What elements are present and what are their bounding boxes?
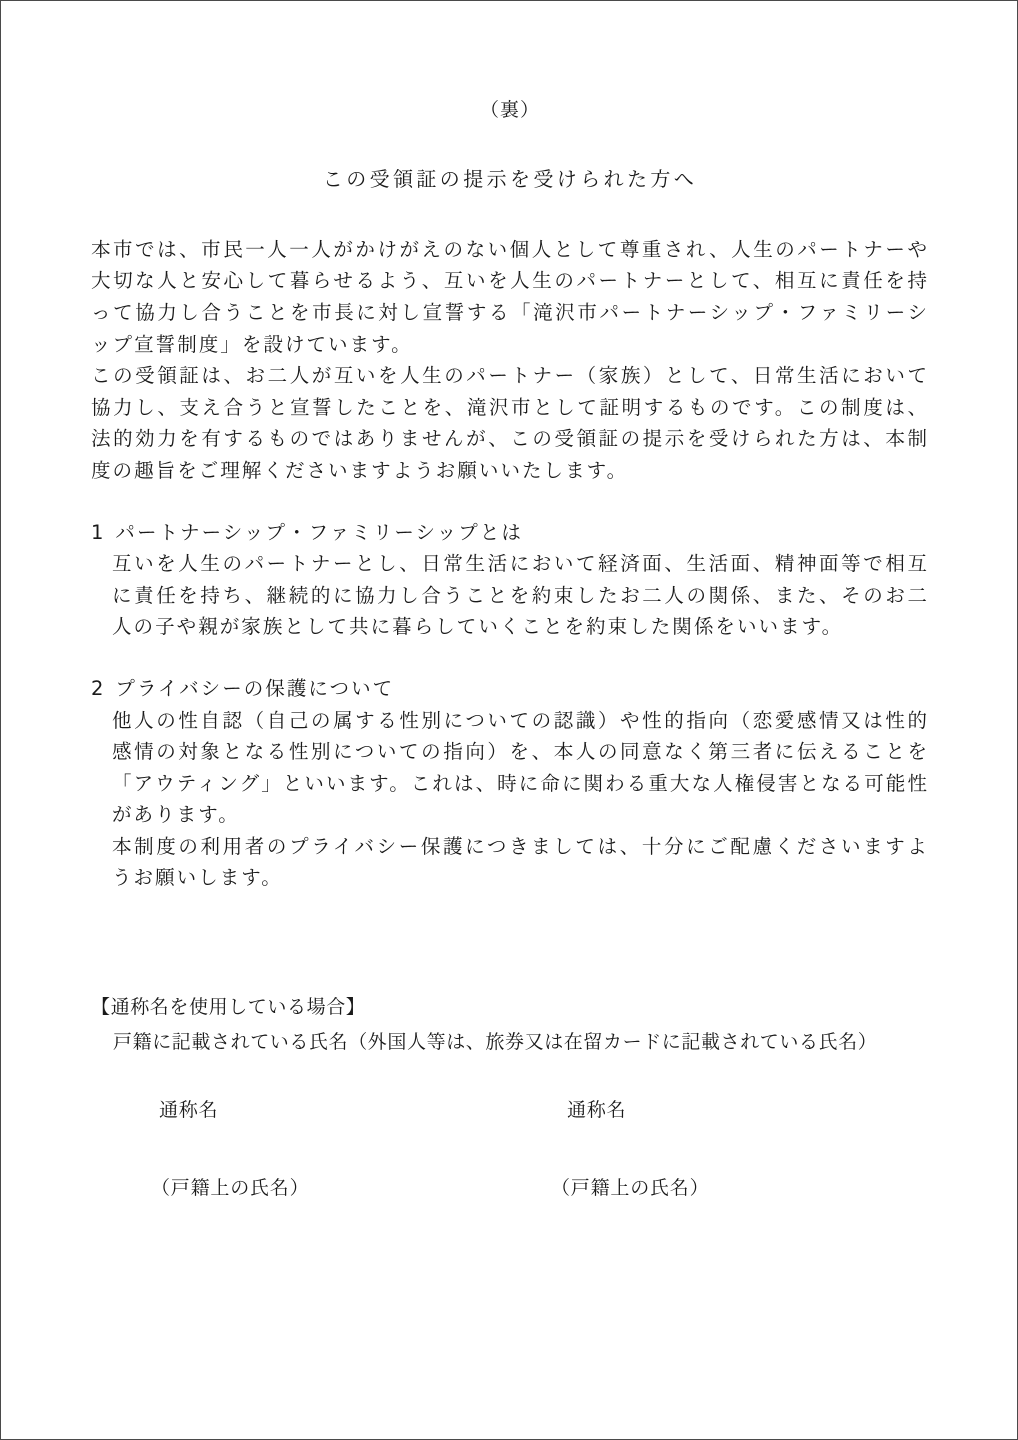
alias-row-legal-name	[151, 1173, 851, 1203]
section-2-body: 他人の性自認（自己の属する性別についての認識）や性的指向（恋愛感情又は性的感情の対象となる性別についての指向）を、本人の同意なく第三者に伝えることを「アウティング」といいます。これは、時に命に関わる重大な人権侵害となる可能性があります。	[112, 708, 929, 827]
section-2-title: プライバシーの保護について	[115, 676, 395, 700]
alias-name-block	[91, 992, 929, 1203]
alias-block-heading: 【通称名を使用している場合】	[91, 996, 366, 1019]
section-2-number: 2	[91, 676, 104, 700]
alias-signature-area	[151, 1095, 851, 1203]
intro-paragraph-2: この受領証は、お二人が互いを人生のパートナー（家族）として、日常生活において協力し、支え合うと宣誓したことを、滝沢市として証明するものです。この制度は、法的効力を有するものではありませんが、この受領証の提示を受けられた方は、本制度の趣旨をご理解くださいますようお願いいたします。	[91, 364, 929, 482]
section-1-number: 1	[91, 520, 104, 544]
page-side-mark: （裏）	[479, 99, 540, 121]
intro-paragraph-1: 本市では、市民一人一人がかけがえのない個人として尊重され、人生のパートナーや大切な人と安心して暮らせるよう、互いを人生のパートナーとして、相互に責任を持って協力し合うことを市長に対し宣誓する「滝沢市パートナーシップ・ファミリーシップ宣誓制度」を設けています。	[91, 237, 929, 356]
section-1-body: 互いを人生のパートナーとし、日常生活において経済面、生活面、精神面等で相互に責任を持ち、継続的に協力し合うことを約束したお二人の関係、また、そのお二人の子や親が家族として共に暮らしていくことを約束した関係をいいます。	[112, 552, 929, 639]
section-partnership	[91, 517, 929, 643]
legal-name-label-left: （戸籍上の氏名）	[151, 1177, 310, 1200]
alias-block-subheading: 戸籍に記載されている氏名（外国人等は、旅券又は在留カードに記載されている氏名）	[113, 1031, 878, 1054]
section-1-title: パートナーシップ・ファミリーシップとは	[115, 520, 523, 544]
section-2-heading	[91, 673, 929, 705]
document-content	[91, 1, 929, 1203]
section-1-heading	[91, 517, 929, 549]
page-title: この受領証の提示を受けられた方へ	[322, 166, 698, 191]
alias-name-label-right: 通称名	[567, 1099, 627, 1122]
alias-row-alias-name	[151, 1095, 851, 1125]
legal-name-label-right: （戸籍上の氏名）	[551, 1177, 710, 1200]
alias-name-label-left: 通称名	[159, 1099, 219, 1122]
section-2-body-second: 本制度の利用者のプライバシー保護につきましては、十分にご配慮くださいますようお願いします。	[112, 834, 929, 890]
section-privacy	[91, 673, 929, 894]
